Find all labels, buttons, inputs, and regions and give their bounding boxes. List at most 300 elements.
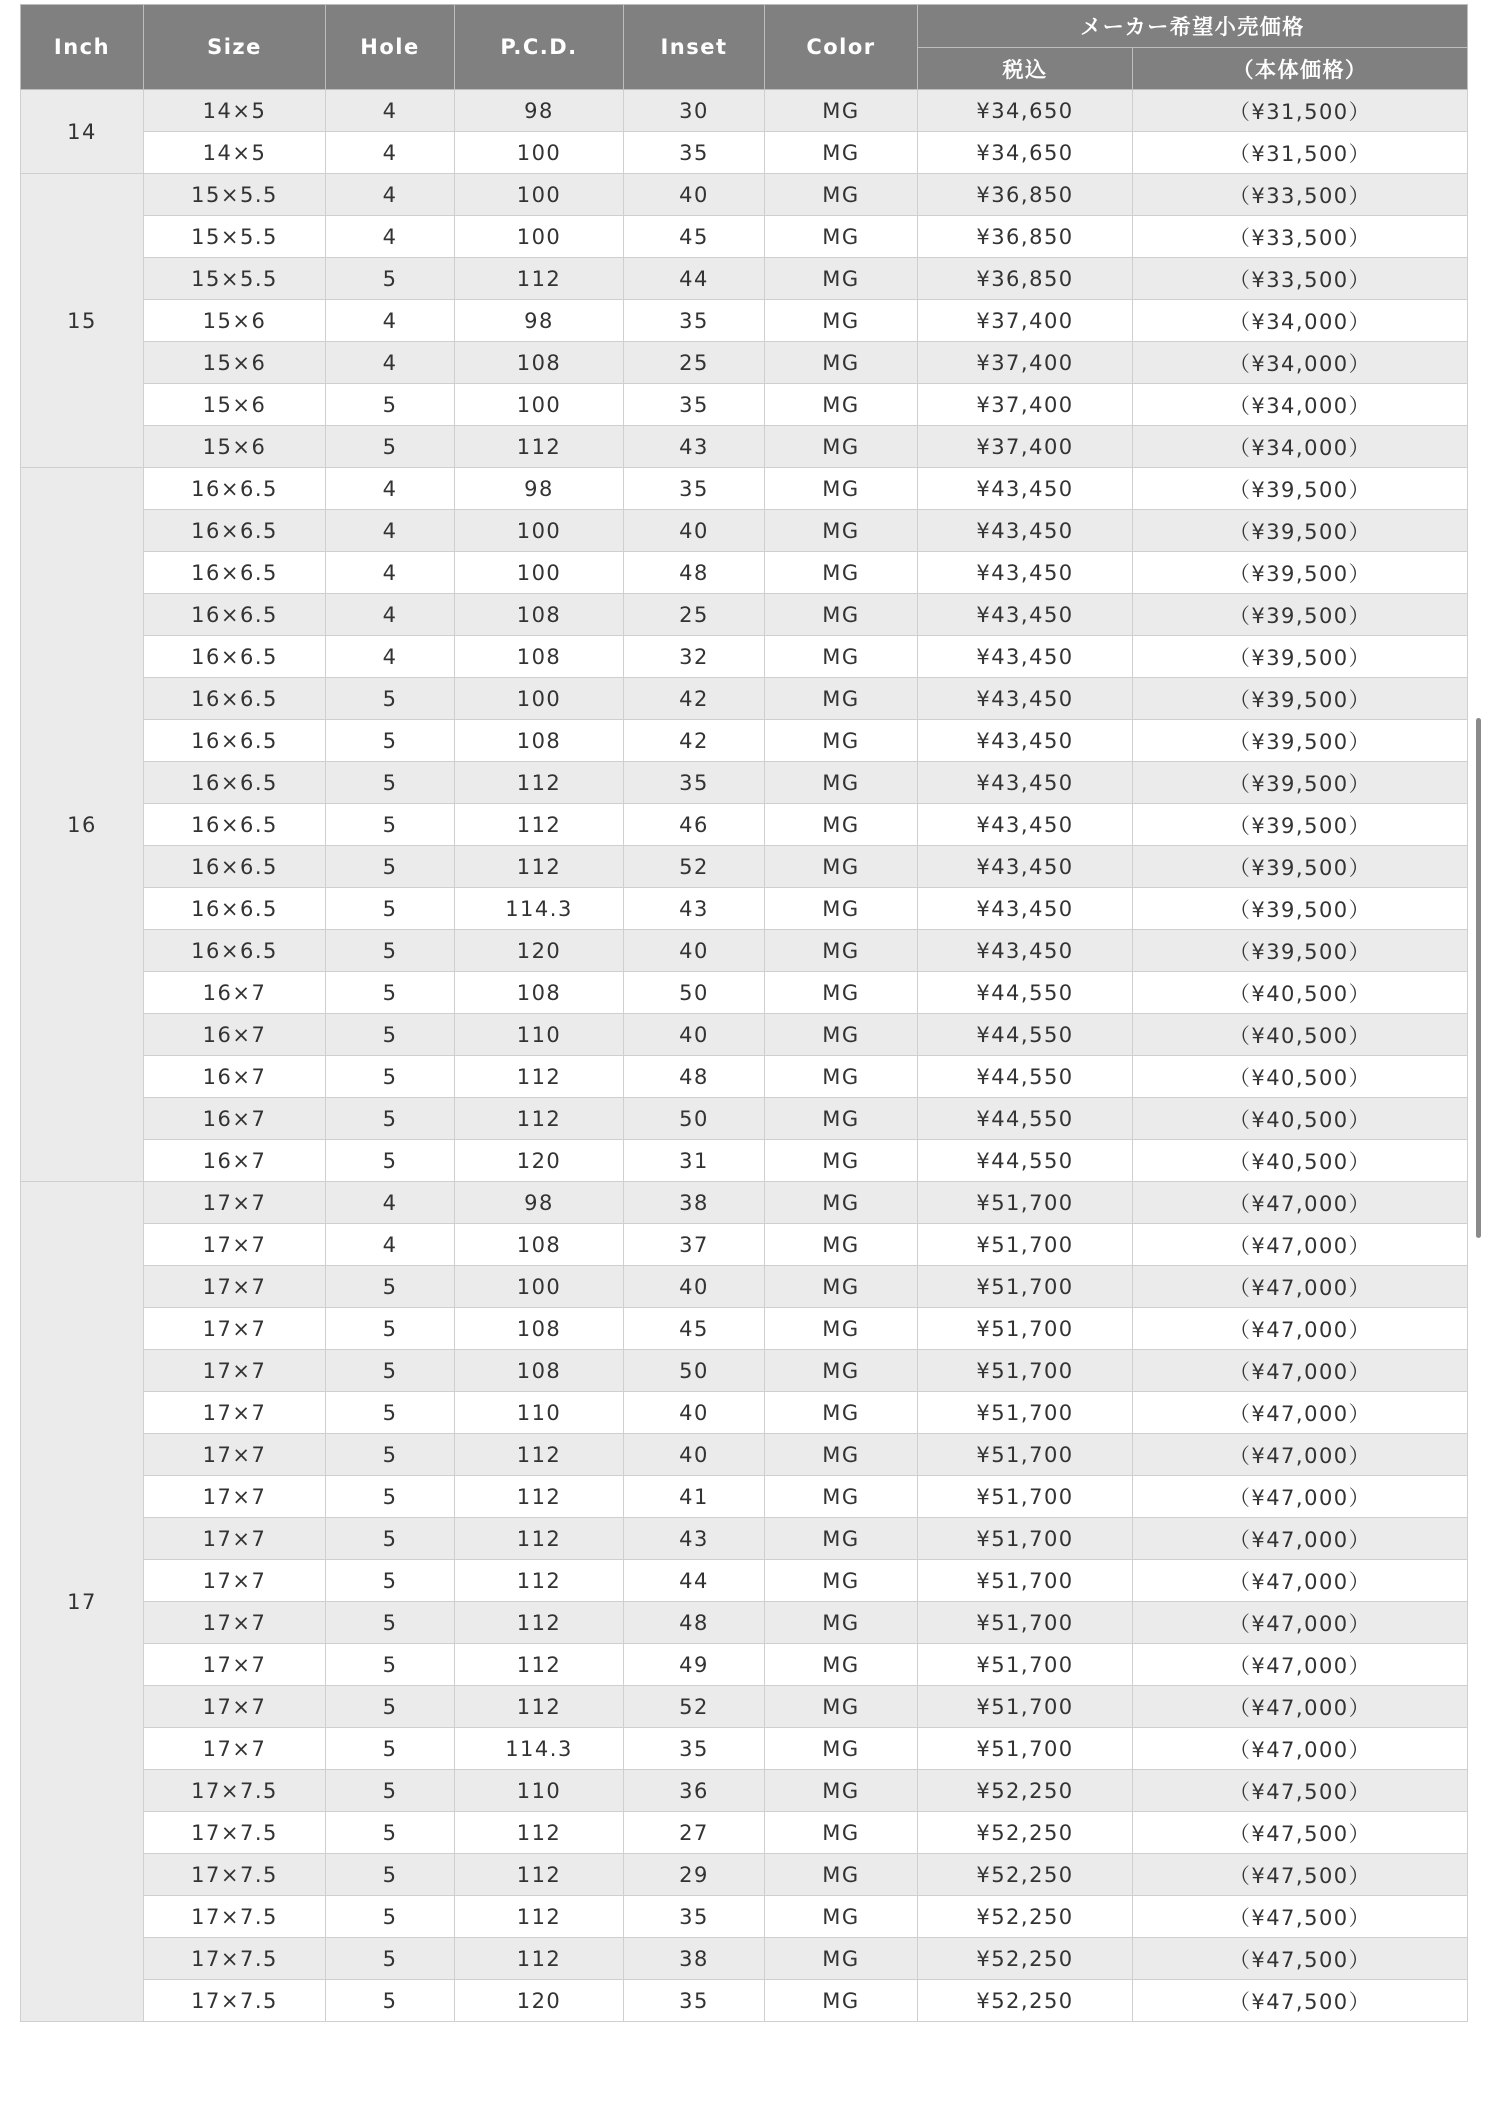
color-cell: MG [765, 804, 918, 846]
inset-cell: 49 [624, 1644, 765, 1686]
inset-cell: 25 [624, 594, 765, 636]
hole-cell: 5 [326, 720, 455, 762]
table-row [21, 594, 1468, 636]
color-cell: MG [765, 552, 918, 594]
price-tax-included-cell: ¥52,250 [918, 1854, 1133, 1896]
table-row [21, 636, 1468, 678]
vertical-scrollbar[interactable] [1476, 718, 1481, 1238]
table-row [21, 216, 1468, 258]
inset-cell: 52 [624, 846, 765, 888]
price-base-cell: （¥33,500） [1133, 216, 1468, 258]
color-cell: MG [765, 1140, 918, 1182]
inset-cell: 30 [624, 90, 765, 132]
color-cell: MG [765, 258, 918, 300]
price-base-cell: （¥47,500） [1133, 1980, 1468, 2022]
pcd-cell: 112 [455, 1602, 624, 1644]
hole-cell: 5 [326, 1686, 455, 1728]
color-cell: MG [765, 678, 918, 720]
table-row [21, 468, 1468, 510]
price-tax-included-cell: ¥43,450 [918, 762, 1133, 804]
price-tax-included-cell: ¥51,700 [918, 1224, 1133, 1266]
table-row [21, 1014, 1468, 1056]
size-cell: 17×7 [144, 1266, 326, 1308]
table-row [21, 1686, 1468, 1728]
inset-cell: 43 [624, 1518, 765, 1560]
inset-cell: 25 [624, 342, 765, 384]
price-tax-included-cell: ¥43,450 [918, 594, 1133, 636]
hole-cell: 5 [326, 1308, 455, 1350]
color-cell: MG [765, 1308, 918, 1350]
color-cell: MG [765, 1266, 918, 1308]
size-cell: 17×7 [144, 1308, 326, 1350]
price-base-cell: （¥31,500） [1133, 132, 1468, 174]
color-cell: MG [765, 1014, 918, 1056]
color-cell: MG [765, 1056, 918, 1098]
color-cell: MG [765, 174, 918, 216]
size-cell: 17×7 [144, 1434, 326, 1476]
table-row [21, 1098, 1468, 1140]
pcd-cell: 112 [455, 1812, 624, 1854]
hole-cell: 4 [326, 1224, 455, 1266]
hole-cell: 4 [326, 1182, 455, 1224]
inch-cell: 14 [21, 90, 144, 174]
price-tax-included-cell: ¥43,450 [918, 888, 1133, 930]
inset-cell: 40 [624, 510, 765, 552]
pcd-cell: 112 [455, 258, 624, 300]
pcd-cell: 120 [455, 930, 624, 972]
size-cell: 14×5 [144, 90, 326, 132]
size-cell: 17×7 [144, 1476, 326, 1518]
size-cell: 16×6.5 [144, 636, 326, 678]
price-tax-included-cell: ¥51,700 [918, 1350, 1133, 1392]
hole-cell: 5 [326, 1098, 455, 1140]
hole-cell: 5 [326, 930, 455, 972]
header-base-price: （本体価格） [1133, 48, 1468, 90]
header-price-group: メーカー希望小売価格 [918, 5, 1468, 48]
table-row [21, 1476, 1468, 1518]
hole-cell: 4 [326, 468, 455, 510]
price-base-cell: （¥34,000） [1133, 300, 1468, 342]
price-base-cell: （¥47,500） [1133, 1770, 1468, 1812]
inch-cell: 16 [21, 468, 144, 1182]
table-body [21, 90, 1468, 2022]
color-cell: MG [765, 594, 918, 636]
price-tax-included-cell: ¥43,450 [918, 510, 1133, 552]
color-cell: MG [765, 1728, 918, 1770]
price-base-cell: （¥47,000） [1133, 1518, 1468, 1560]
price-base-cell: （¥47,000） [1133, 1266, 1468, 1308]
size-cell: 15×6 [144, 300, 326, 342]
price-tax-included-cell: ¥43,450 [918, 804, 1133, 846]
size-cell: 16×6.5 [144, 720, 326, 762]
inset-cell: 36 [624, 1770, 765, 1812]
price-base-cell: （¥34,000） [1133, 342, 1468, 384]
size-cell: 17×7 [144, 1602, 326, 1644]
price-tax-included-cell: ¥44,550 [918, 1014, 1133, 1056]
table-row [21, 300, 1468, 342]
table-row [21, 1350, 1468, 1392]
price-base-cell: （¥47,000） [1133, 1224, 1468, 1266]
price-tax-included-cell: ¥51,700 [918, 1602, 1133, 1644]
table-row [21, 384, 1468, 426]
hole-cell: 4 [326, 552, 455, 594]
size-cell: 16×6.5 [144, 762, 326, 804]
price-base-cell: （¥33,500） [1133, 174, 1468, 216]
hole-cell: 5 [326, 384, 455, 426]
hole-cell: 5 [326, 678, 455, 720]
price-base-cell: （¥47,000） [1133, 1686, 1468, 1728]
hole-cell: 5 [326, 1266, 455, 1308]
color-cell: MG [765, 930, 918, 972]
spec-table-container [20, 4, 1467, 2022]
inch-cell: 15 [21, 174, 144, 468]
inset-cell: 40 [624, 1392, 765, 1434]
pcd-cell: 112 [455, 1854, 624, 1896]
inset-cell: 52 [624, 1686, 765, 1728]
price-base-cell: （¥40,500） [1133, 1056, 1468, 1098]
header-size: Size [144, 5, 326, 90]
inset-cell: 35 [624, 132, 765, 174]
price-tax-included-cell: ¥43,450 [918, 678, 1133, 720]
hole-cell: 4 [326, 132, 455, 174]
color-cell: MG [765, 1854, 918, 1896]
pcd-cell: 112 [455, 1938, 624, 1980]
price-tax-included-cell: ¥51,700 [918, 1476, 1133, 1518]
table-row [21, 90, 1468, 132]
header-tax-included: 税込 [918, 48, 1133, 90]
inset-cell: 44 [624, 258, 765, 300]
hole-cell: 4 [326, 342, 455, 384]
inset-cell: 40 [624, 1266, 765, 1308]
price-base-cell: （¥47,000） [1133, 1560, 1468, 1602]
price-base-cell: （¥40,500） [1133, 1014, 1468, 1056]
table-row [21, 342, 1468, 384]
pcd-cell: 100 [455, 216, 624, 258]
wheel-spec-table [20, 4, 1468, 2022]
price-tax-included-cell: ¥52,250 [918, 1980, 1133, 2022]
color-cell: MG [765, 1980, 918, 2022]
hole-cell: 4 [326, 636, 455, 678]
pcd-cell: 108 [455, 972, 624, 1014]
hole-cell: 5 [326, 426, 455, 468]
price-tax-included-cell: ¥52,250 [918, 1938, 1133, 1980]
hole-cell: 5 [326, 1392, 455, 1434]
price-base-cell: （¥39,500） [1133, 636, 1468, 678]
hole-cell: 5 [326, 1434, 455, 1476]
hole-cell: 5 [326, 258, 455, 300]
price-base-cell: （¥40,500） [1133, 1098, 1468, 1140]
table-row [21, 552, 1468, 594]
size-cell: 14×5 [144, 132, 326, 174]
size-cell: 17×7 [144, 1182, 326, 1224]
color-cell: MG [765, 1896, 918, 1938]
color-cell: MG [765, 216, 918, 258]
table-row [21, 1602, 1468, 1644]
inset-cell: 46 [624, 804, 765, 846]
table-header [21, 5, 1468, 90]
size-cell: 17×7.5 [144, 1770, 326, 1812]
color-cell: MG [765, 384, 918, 426]
table-row [21, 1308, 1468, 1350]
hole-cell: 5 [326, 1014, 455, 1056]
price-tax-included-cell: ¥36,850 [918, 258, 1133, 300]
hole-cell: 5 [326, 1854, 455, 1896]
inset-cell: 38 [624, 1938, 765, 1980]
price-base-cell: （¥47,000） [1133, 1728, 1468, 1770]
size-cell: 16×6.5 [144, 678, 326, 720]
size-cell: 17×7 [144, 1392, 326, 1434]
pcd-cell: 100 [455, 384, 624, 426]
price-base-cell: （¥47,000） [1133, 1644, 1468, 1686]
hole-cell: 5 [326, 804, 455, 846]
size-cell: 17×7 [144, 1644, 326, 1686]
inset-cell: 29 [624, 1854, 765, 1896]
hole-cell: 4 [326, 174, 455, 216]
price-tax-included-cell: ¥51,700 [918, 1392, 1133, 1434]
color-cell: MG [765, 300, 918, 342]
pcd-cell: 108 [455, 1224, 624, 1266]
table-row [21, 1770, 1468, 1812]
header-inset: Inset [624, 5, 765, 90]
inset-cell: 37 [624, 1224, 765, 1266]
size-cell: 17×7 [144, 1350, 326, 1392]
color-cell: MG [765, 426, 918, 468]
hole-cell: 4 [326, 300, 455, 342]
table-row [21, 762, 1468, 804]
color-cell: MG [765, 1644, 918, 1686]
price-tax-included-cell: ¥44,550 [918, 1140, 1133, 1182]
price-tax-included-cell: ¥34,650 [918, 132, 1133, 174]
table-row [21, 258, 1468, 300]
color-cell: MG [765, 1686, 918, 1728]
price-base-cell: （¥39,500） [1133, 510, 1468, 552]
inset-cell: 48 [624, 1056, 765, 1098]
table-row [21, 1224, 1468, 1266]
inset-cell: 40 [624, 1014, 765, 1056]
price-base-cell: （¥39,500） [1133, 678, 1468, 720]
size-cell: 17×7 [144, 1560, 326, 1602]
inset-cell: 41 [624, 1476, 765, 1518]
table-row [21, 804, 1468, 846]
inset-cell: 35 [624, 300, 765, 342]
pcd-cell: 112 [455, 1896, 624, 1938]
hole-cell: 4 [326, 90, 455, 132]
header-inch: Inch [21, 5, 144, 90]
color-cell: MG [765, 1812, 918, 1854]
pcd-cell: 108 [455, 636, 624, 678]
hole-cell: 5 [326, 846, 455, 888]
price-base-cell: （¥47,000） [1133, 1476, 1468, 1518]
pcd-cell: 112 [455, 762, 624, 804]
pcd-cell: 108 [455, 720, 624, 762]
size-cell: 16×7 [144, 1140, 326, 1182]
inch-cell: 17 [21, 1182, 144, 2022]
price-base-cell: （¥39,500） [1133, 804, 1468, 846]
pcd-cell: 112 [455, 1518, 624, 1560]
price-tax-included-cell: ¥52,250 [918, 1770, 1133, 1812]
color-cell: MG [765, 846, 918, 888]
table-row [21, 972, 1468, 1014]
inset-cell: 50 [624, 1098, 765, 1140]
color-cell: MG [765, 90, 918, 132]
color-cell: MG [765, 1476, 918, 1518]
inset-cell: 40 [624, 1434, 765, 1476]
table-row [21, 720, 1468, 762]
pcd-cell: 120 [455, 1980, 624, 2022]
price-tax-included-cell: ¥51,700 [918, 1518, 1133, 1560]
inset-cell: 48 [624, 1602, 765, 1644]
size-cell: 15×5.5 [144, 258, 326, 300]
price-tax-included-cell: ¥51,700 [918, 1560, 1133, 1602]
table-row [21, 1266, 1468, 1308]
price-tax-included-cell: ¥43,450 [918, 846, 1133, 888]
pcd-cell: 110 [455, 1392, 624, 1434]
size-cell: 16×6.5 [144, 804, 326, 846]
color-cell: MG [765, 1392, 918, 1434]
price-tax-included-cell: ¥36,850 [918, 174, 1133, 216]
inset-cell: 40 [624, 174, 765, 216]
inset-cell: 38 [624, 1182, 765, 1224]
pcd-cell: 112 [455, 1056, 624, 1098]
price-base-cell: （¥47,000） [1133, 1392, 1468, 1434]
hole-cell: 5 [326, 1056, 455, 1098]
color-cell: MG [765, 1182, 918, 1224]
size-cell: 16×7 [144, 1098, 326, 1140]
inset-cell: 35 [624, 384, 765, 426]
price-base-cell: （¥39,500） [1133, 762, 1468, 804]
pcd-cell: 98 [455, 300, 624, 342]
hole-cell: 5 [326, 888, 455, 930]
hole-cell: 5 [326, 1476, 455, 1518]
price-tax-included-cell: ¥51,700 [918, 1686, 1133, 1728]
pcd-cell: 100 [455, 132, 624, 174]
table-row [21, 1140, 1468, 1182]
inset-cell: 35 [624, 1896, 765, 1938]
hole-cell: 5 [326, 1980, 455, 2022]
hole-cell: 5 [326, 1518, 455, 1560]
size-cell: 16×6.5 [144, 594, 326, 636]
hole-cell: 5 [326, 762, 455, 804]
size-cell: 16×6.5 [144, 552, 326, 594]
price-base-cell: （¥39,500） [1133, 930, 1468, 972]
color-cell: MG [765, 1560, 918, 1602]
price-base-cell: （¥39,500） [1133, 888, 1468, 930]
price-base-cell: （¥31,500） [1133, 90, 1468, 132]
pcd-cell: 112 [455, 1686, 624, 1728]
pcd-cell: 98 [455, 90, 624, 132]
pcd-cell: 120 [455, 1140, 624, 1182]
inset-cell: 35 [624, 762, 765, 804]
table-row [21, 1854, 1468, 1896]
hole-cell: 5 [326, 1140, 455, 1182]
price-base-cell: （¥47,500） [1133, 1938, 1468, 1980]
price-base-cell: （¥40,500） [1133, 972, 1468, 1014]
size-cell: 16×7 [144, 1014, 326, 1056]
inset-cell: 35 [624, 1980, 765, 2022]
hole-cell: 5 [326, 1350, 455, 1392]
size-cell: 17×7 [144, 1686, 326, 1728]
inset-cell: 45 [624, 1308, 765, 1350]
pcd-cell: 108 [455, 1350, 624, 1392]
color-cell: MG [765, 132, 918, 174]
size-cell: 17×7.5 [144, 1938, 326, 1980]
color-cell: MG [765, 1434, 918, 1476]
price-base-cell: （¥47,000） [1133, 1350, 1468, 1392]
color-cell: MG [765, 1770, 918, 1812]
price-base-cell: （¥47,000） [1133, 1602, 1468, 1644]
pcd-cell: 108 [455, 1308, 624, 1350]
header-hole: Hole [326, 5, 455, 90]
size-cell: 16×6.5 [144, 468, 326, 510]
color-cell: MG [765, 1938, 918, 1980]
pcd-cell: 112 [455, 804, 624, 846]
hole-cell: 4 [326, 594, 455, 636]
size-cell: 15×5.5 [144, 216, 326, 258]
table-row [21, 1980, 1468, 2022]
price-tax-included-cell: ¥51,700 [918, 1266, 1133, 1308]
hole-cell: 5 [326, 1896, 455, 1938]
pcd-cell: 112 [455, 846, 624, 888]
table-row [21, 1896, 1468, 1938]
color-cell: MG [765, 1098, 918, 1140]
table-row [21, 930, 1468, 972]
price-tax-included-cell: ¥44,550 [918, 1056, 1133, 1098]
size-cell: 15×6 [144, 426, 326, 468]
pcd-cell: 114.3 [455, 1728, 624, 1770]
hole-cell: 5 [326, 1770, 455, 1812]
table-row [21, 1938, 1468, 1980]
hole-cell: 5 [326, 1812, 455, 1854]
size-cell: 16×7 [144, 1056, 326, 1098]
hole-cell: 4 [326, 216, 455, 258]
size-cell: 16×6.5 [144, 930, 326, 972]
size-cell: 17×7 [144, 1728, 326, 1770]
table-row [21, 888, 1468, 930]
inset-cell: 50 [624, 972, 765, 1014]
size-cell: 17×7.5 [144, 1896, 326, 1938]
inset-cell: 27 [624, 1812, 765, 1854]
table-row [21, 1812, 1468, 1854]
size-cell: 15×6 [144, 342, 326, 384]
pcd-cell: 100 [455, 552, 624, 594]
table-row [21, 1728, 1468, 1770]
size-cell: 17×7.5 [144, 1980, 326, 2022]
size-cell: 15×5.5 [144, 174, 326, 216]
size-cell: 17×7.5 [144, 1812, 326, 1854]
inset-cell: 43 [624, 426, 765, 468]
inset-cell: 42 [624, 678, 765, 720]
price-base-cell: （¥39,500） [1133, 552, 1468, 594]
price-base-cell: （¥39,500） [1133, 846, 1468, 888]
pcd-cell: 98 [455, 1182, 624, 1224]
table-row [21, 1434, 1468, 1476]
price-tax-included-cell: ¥51,700 [918, 1182, 1133, 1224]
pcd-cell: 112 [455, 1644, 624, 1686]
color-cell: MG [765, 1224, 918, 1266]
color-cell: MG [765, 510, 918, 552]
inset-cell: 43 [624, 888, 765, 930]
price-base-cell: （¥47,000） [1133, 1308, 1468, 1350]
inset-cell: 44 [624, 1560, 765, 1602]
pcd-cell: 100 [455, 510, 624, 552]
price-tax-included-cell: ¥37,400 [918, 300, 1133, 342]
size-cell: 15×6 [144, 384, 326, 426]
color-cell: MG [765, 342, 918, 384]
table-row [21, 846, 1468, 888]
price-tax-included-cell: ¥36,850 [918, 216, 1133, 258]
color-cell: MG [765, 468, 918, 510]
color-cell: MG [765, 1350, 918, 1392]
